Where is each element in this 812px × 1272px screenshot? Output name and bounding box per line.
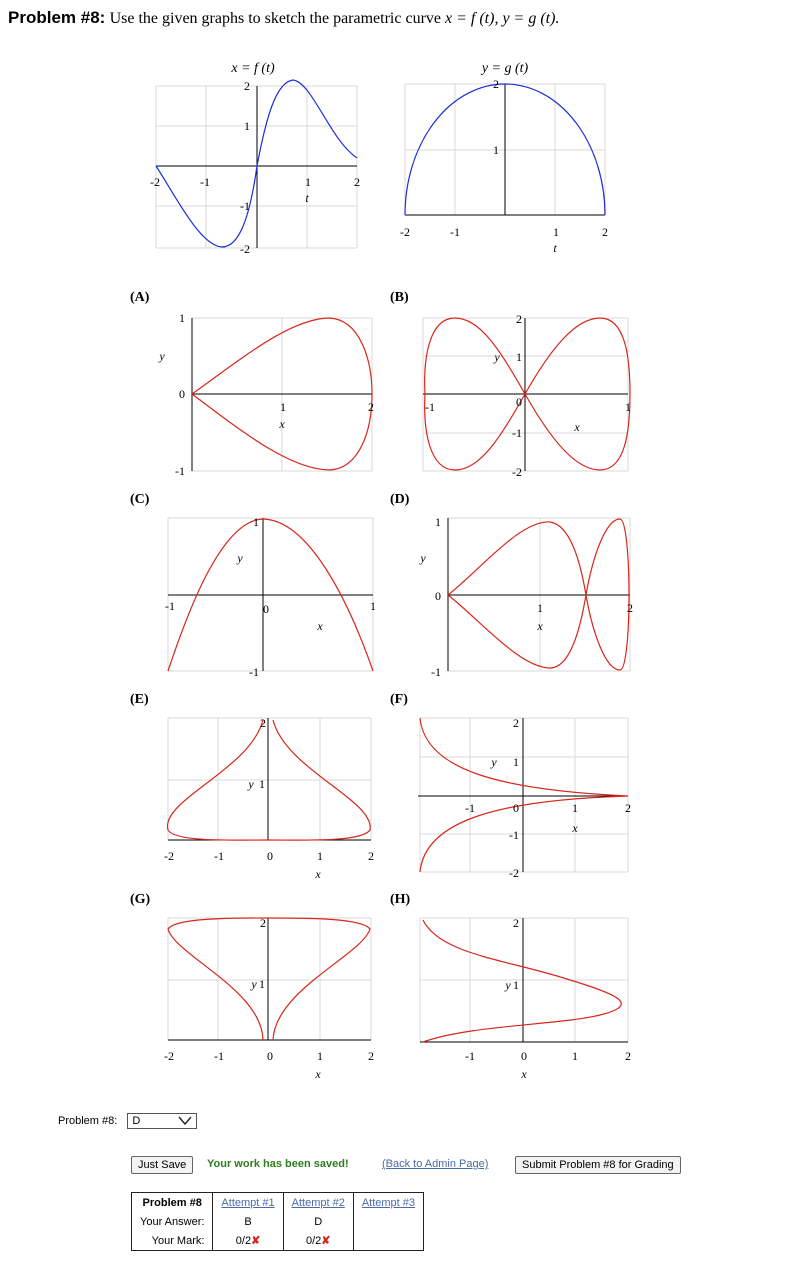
f-tick-x: 1 (305, 175, 311, 189)
f-tick-x: 2 (354, 175, 360, 189)
g-opt-tick: 1 (317, 1049, 323, 1063)
b-tick: -1 (425, 400, 435, 414)
option-label-f: (F) (390, 692, 408, 707)
h-tick: 0 (521, 1049, 527, 1063)
f-opt-tick: 1 (513, 755, 519, 769)
your-mark-label: Your Mark: (132, 1231, 213, 1251)
option-d-graph (410, 510, 640, 685)
attempt-3-mark (353, 1231, 423, 1251)
e-tick: 2 (368, 849, 374, 863)
g-axis-label: t (553, 241, 557, 255)
a-xlabel: x (279, 417, 285, 431)
g-opt-tick: 0 (267, 1049, 273, 1063)
answer-select[interactable] (127, 1113, 197, 1129)
b-tick: 1 (516, 350, 522, 364)
attempt-2-mark (283, 1231, 353, 1251)
option-c-graph (150, 510, 390, 685)
f-tick-y: 1 (244, 119, 250, 133)
c-tick: -1 (165, 599, 175, 613)
b-xlabel: x (574, 420, 580, 434)
option-h-curve (423, 920, 621, 1042)
a-tick: 0 (179, 387, 185, 401)
g-opt-tick: 2 (260, 916, 266, 930)
option-e-graph (150, 710, 390, 890)
g-opt-xlabel: x (315, 1067, 321, 1081)
h-tick: 1 (572, 1049, 578, 1063)
g-opt-ylabel: y (251, 977, 257, 991)
g-tick-y: 2 (493, 77, 499, 91)
a-tick: 1 (179, 311, 185, 325)
g-tick-x: -2 (400, 225, 410, 239)
e-tick: -1 (214, 849, 224, 863)
attempt-2-answer: D (283, 1212, 353, 1231)
option-label-b: (B) (390, 290, 409, 305)
a-ylabel: y (159, 349, 165, 363)
d-xlabel: x (537, 619, 543, 633)
f-tick-x: -2 (150, 175, 160, 189)
problem-number: Problem #8: (8, 8, 106, 27)
g-tick-x: 2 (602, 225, 608, 239)
attempt-2-link[interactable]: Attempt #2 (283, 1193, 353, 1213)
option-g-curve (168, 918, 370, 1040)
attempt-2-mark-value: 0/2 (305, 1235, 322, 1247)
c-tick: -1 (249, 665, 259, 679)
attempt-1-answer: B (213, 1212, 283, 1231)
f-tick-y: -1 (240, 199, 250, 213)
c-tick: 1 (253, 515, 259, 529)
graph-f (140, 50, 370, 260)
problem-instruction: Use the given graphs to sketch the parametric curve (109, 10, 445, 27)
attempts-table (131, 1192, 424, 1251)
option-h-graph (410, 910, 640, 1090)
e-tick: 1 (317, 849, 323, 863)
g-opt-tick: -1 (214, 1049, 224, 1063)
e-tick: 0 (267, 849, 273, 863)
attempt-1-mark-value: 0/2 (235, 1235, 252, 1247)
d-tick: 1 (435, 515, 441, 529)
problem-equation: x = f (t), y = g (t). (445, 10, 560, 27)
attempt-1-mark (213, 1231, 283, 1251)
chevron-down-icon (178, 1116, 192, 1126)
b-tick: 2 (516, 312, 522, 326)
graph-g-title: y = g (t) (481, 61, 529, 76)
e-xlabel: x (315, 867, 321, 881)
g-tick-x: 1 (553, 225, 559, 239)
option-label-a: (A) (130, 290, 150, 305)
f-tick-y: -2 (240, 242, 250, 256)
problem-header (8, 8, 559, 28)
graph-f-title: x = f (t) (231, 61, 275, 76)
d-ylabel: y (420, 551, 426, 565)
option-label-h: (H) (390, 892, 411, 907)
d-tick: 2 (627, 601, 633, 615)
c-xlabel: x (317, 619, 323, 633)
option-b-graph (410, 310, 640, 480)
h-tick: 2 (513, 916, 519, 930)
answer-row (58, 1113, 197, 1129)
answer-label: Problem #8: (58, 1115, 118, 1127)
c-tick: 0 (263, 602, 269, 616)
option-label-d: (D) (390, 492, 410, 507)
g-opt-tick: 2 (368, 1049, 374, 1063)
h-xlabel: x (521, 1067, 527, 1081)
f-opt-tick: -1 (509, 828, 519, 842)
b-ylabel: y (494, 350, 500, 364)
attempts-header: Problem #8 (132, 1193, 213, 1213)
answer-selected-value: D (132, 1115, 141, 1127)
f-tick-x: -1 (200, 175, 210, 189)
option-label-c: (C) (130, 492, 150, 507)
f-tick-y: 2 (244, 79, 250, 93)
g-opt-tick: 1 (259, 977, 265, 991)
a-tick: 1 (280, 400, 286, 414)
f-opt-xlabel: x (572, 821, 578, 835)
f-opt-tick: -2 (509, 866, 519, 880)
h-tick: 1 (513, 978, 519, 992)
wrong-icon: ✘ (251, 1235, 261, 1247)
g-opt-tick: -2 (164, 1049, 174, 1063)
g-tick-x: -1 (450, 225, 460, 239)
f-opt-tick: 2 (513, 716, 519, 730)
e-tick: 2 (260, 716, 266, 730)
saved-message: Your work has been saved! (207, 1158, 349, 1170)
graph-g (395, 50, 625, 260)
e-tick: 1 (259, 777, 265, 791)
e-tick: -2 (164, 849, 174, 863)
f-opt-tick: 0 (513, 801, 519, 815)
back-to-admin-link[interactable]: (Back to Admin Page) (382, 1158, 489, 1170)
e-ylabel: y (248, 777, 254, 791)
attempt-1-link[interactable]: Attempt #1 (213, 1193, 283, 1213)
option-f-graph (410, 710, 640, 890)
b-tick: 1 (625, 400, 631, 414)
h-tick: 2 (625, 1049, 631, 1063)
option-label-e: (E) (130, 692, 149, 707)
attempt-3-answer (353, 1212, 423, 1231)
f-opt-ylabel: y (491, 755, 497, 769)
c-ylabel: y (237, 551, 243, 565)
b-tick: -2 (512, 465, 522, 479)
f-opt-tick: 1 (572, 801, 578, 815)
d-tick: 1 (537, 601, 543, 615)
g-tick-y: 1 (493, 143, 499, 157)
b-tick: -1 (512, 426, 522, 440)
f-axis-label: t (305, 191, 309, 205)
option-g-graph (150, 910, 390, 1090)
h-ylabel: y (505, 978, 511, 992)
option-label-g: (G) (130, 892, 151, 907)
d-tick: 0 (435, 589, 441, 603)
h-tick: -1 (465, 1049, 475, 1063)
c-tick: 1 (370, 599, 376, 613)
d-tick: -1 (431, 665, 441, 679)
attempt-3-link[interactable]: Attempt #3 (361, 1196, 416, 1209)
f-opt-tick: -1 (465, 801, 475, 815)
just-save-button[interactable]: Just Save (131, 1156, 193, 1174)
wrong-icon: ✘ (321, 1235, 331, 1247)
your-answer-label: Your Answer: (132, 1212, 213, 1231)
option-a-graph (140, 310, 380, 480)
submit-button[interactable]: Submit Problem #8 for Grading (515, 1156, 681, 1174)
f-opt-tick: 2 (625, 801, 631, 815)
a-tick: 2 (368, 400, 374, 414)
a-tick: -1 (175, 464, 185, 478)
b-tick: 0 (516, 395, 522, 409)
option-f-curve (420, 718, 628, 872)
